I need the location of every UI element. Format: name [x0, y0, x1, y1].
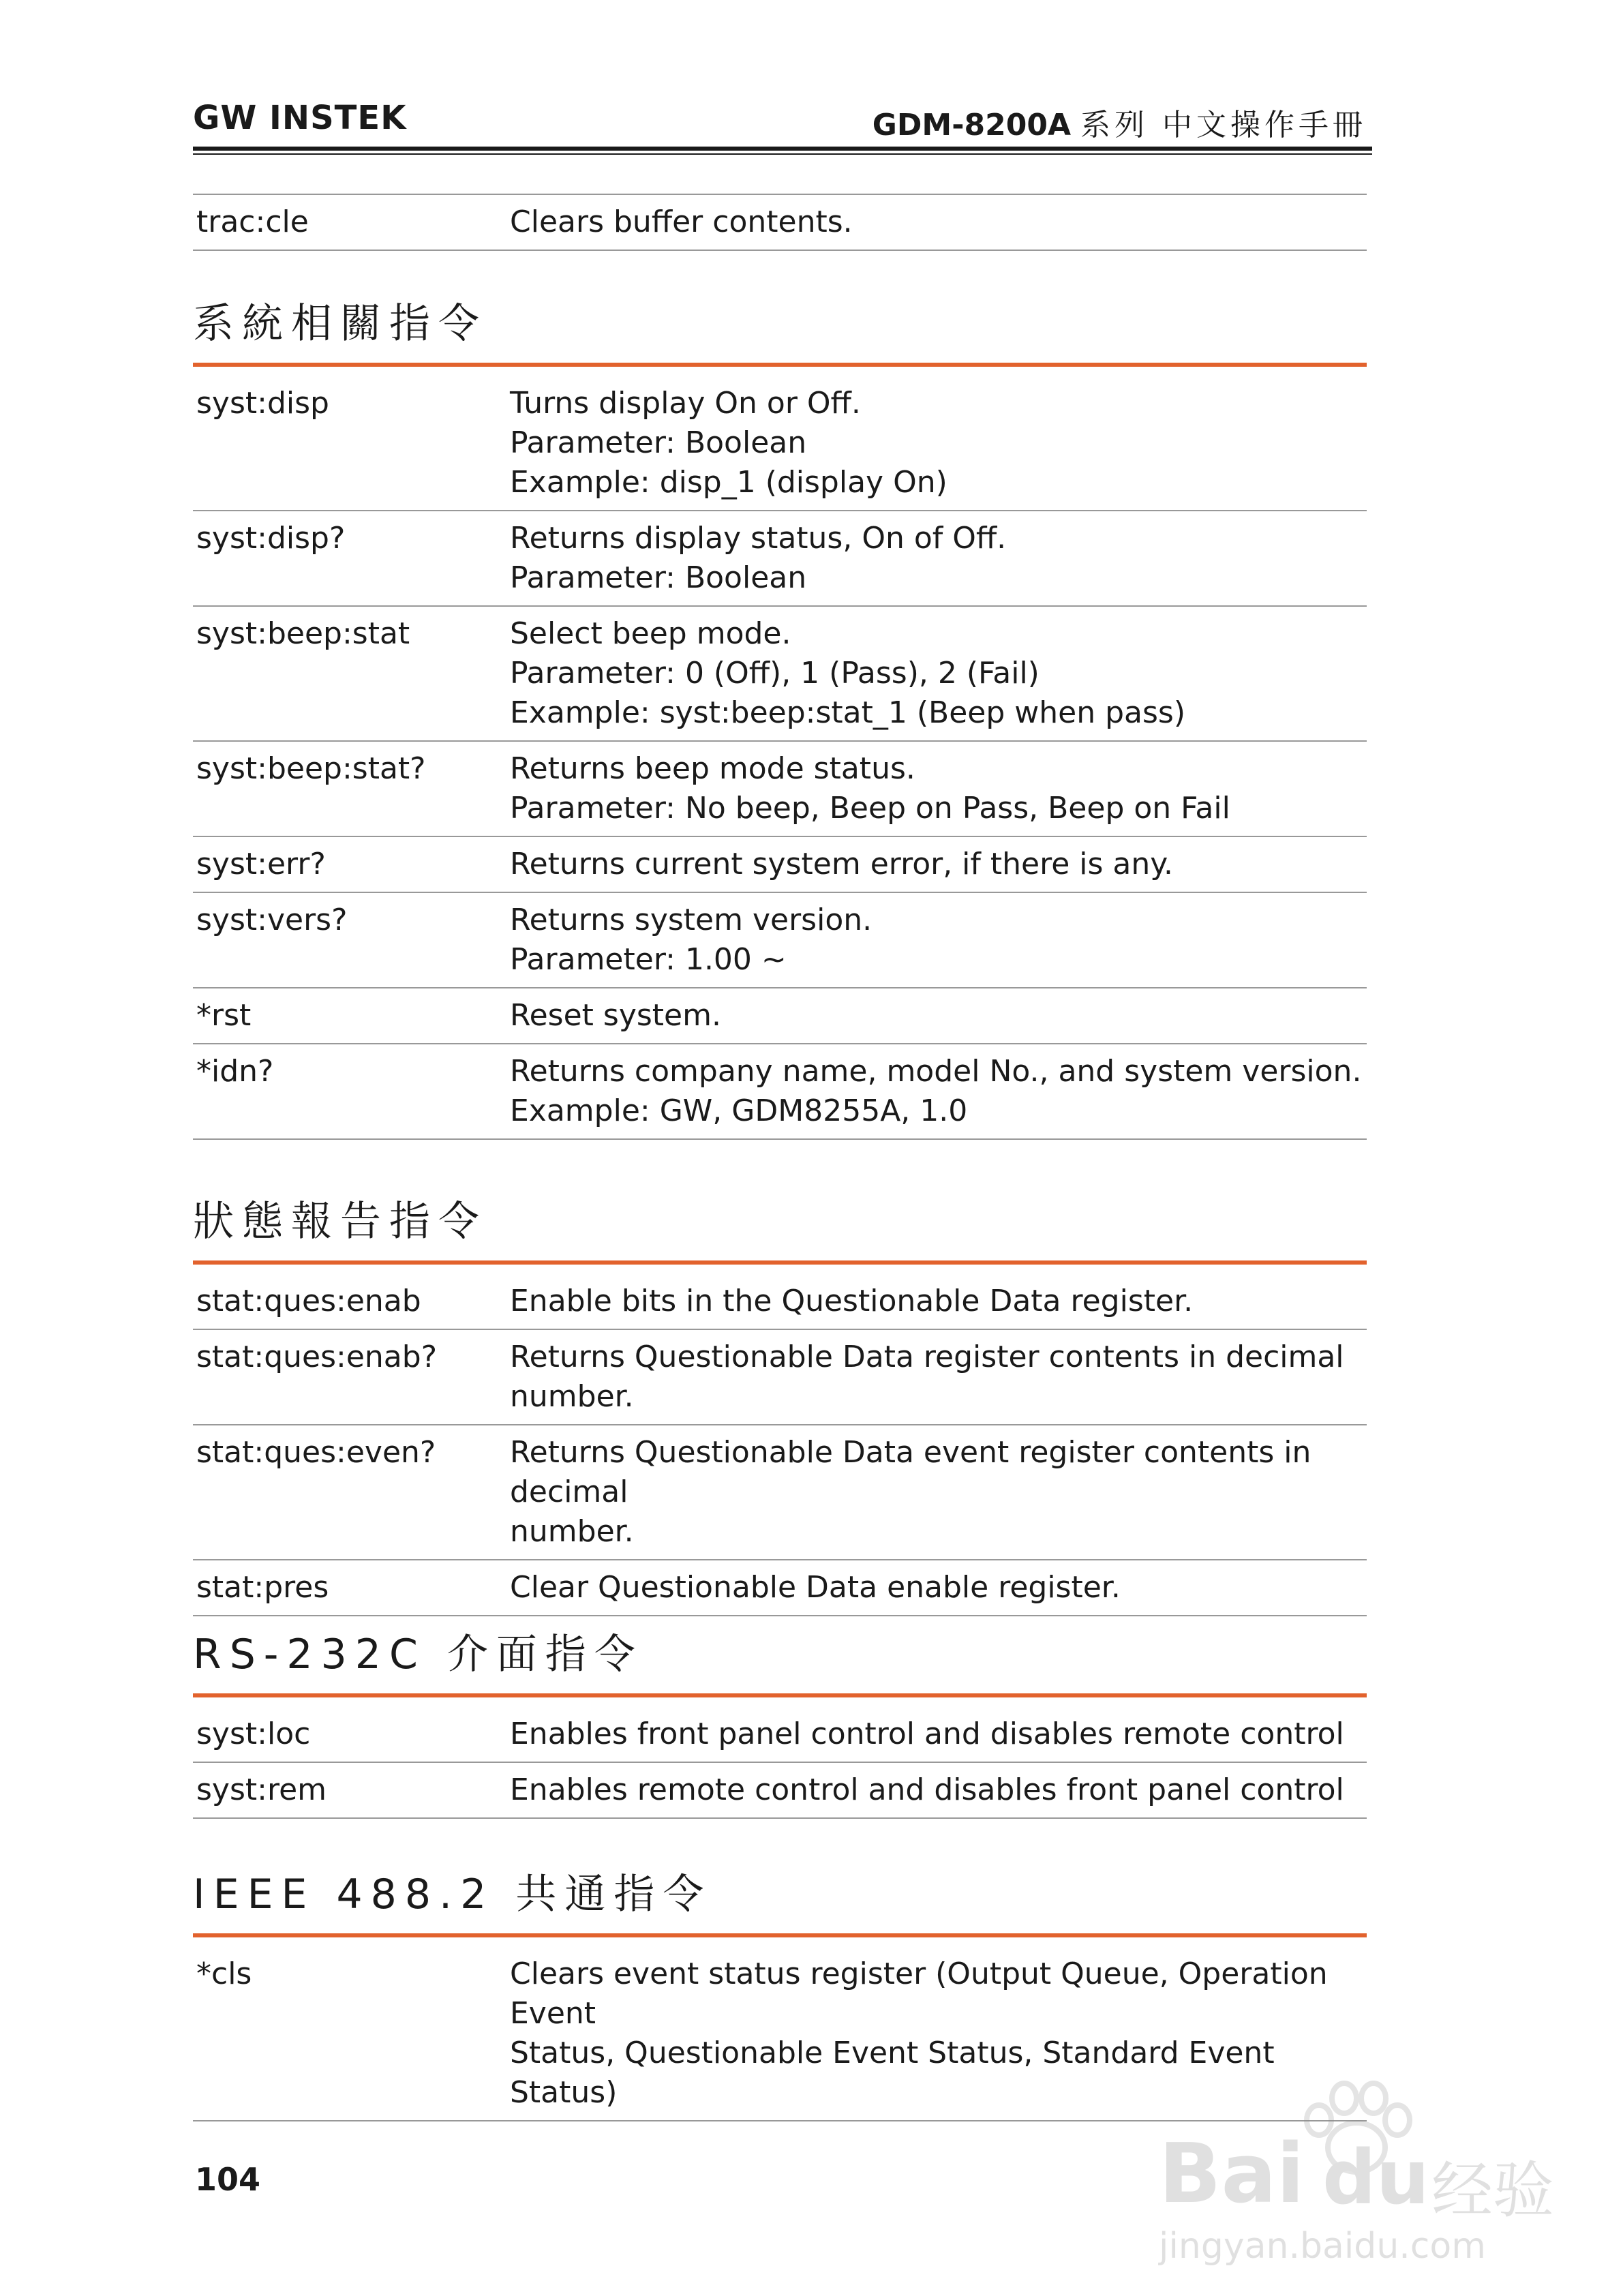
description-line: number.	[510, 1514, 634, 1549]
description-line: Enables front panel control and disables remote control	[510, 1717, 1344, 1751]
command-cell: syst:beep:stat	[193, 606, 506, 741]
description-line: Parameter: No beep, Beep on Pass, Beep on Fail	[510, 791, 1230, 826]
table-row	[193, 606, 1367, 741]
description-line: number.	[510, 1379, 634, 1414]
description-line: Enables remote control and disables front panel control	[510, 1772, 1344, 1807]
description-line: Example: disp_1 (display On)	[510, 465, 947, 500]
description-line: Returns Questionable Data event register contents in decimal	[510, 1435, 1311, 1509]
section-title: RS-232C 介面指令	[193, 1622, 1367, 1697]
section-system-commands	[193, 292, 1367, 1140]
description-line: Returns current system error, if there is any.	[510, 847, 1174, 881]
watermark-text-jingyan: 经验	[1431, 2155, 1554, 2226]
command-cell: *idn?	[193, 1044, 506, 1139]
description-cell	[506, 1560, 1367, 1616]
table-row	[193, 892, 1367, 988]
page-number: 104	[195, 2161, 261, 2198]
description-line: Select beep mode.	[510, 616, 791, 651]
command-cell: syst:beep:stat?	[193, 741, 506, 836]
table-row	[193, 741, 1367, 836]
table-row	[193, 1274, 1367, 1329]
table-row	[193, 1425, 1367, 1560]
command-cell: syst:vers?	[193, 892, 506, 988]
header-model: GDM-8200A	[872, 108, 1071, 142]
table-row	[193, 1044, 1367, 1139]
description-cell	[506, 1274, 1367, 1329]
description-cell	[506, 194, 1367, 250]
command-cell: syst:disp	[193, 376, 506, 511]
section-title: IEEE 488.2 共通指令	[193, 1862, 1367, 1937]
section-status-report-commands	[193, 1190, 1367, 1616]
description-line: Returns Questionable Data register contents in decimal	[510, 1340, 1344, 1374]
description-line: Parameter: 1.00 ~	[510, 942, 787, 977]
description-line: Parameter: 0 (Off), 1 (Pass), 2 (Fail)	[510, 656, 1040, 691]
top-table-block	[193, 194, 1367, 251]
command-cell: stat:pres	[193, 1560, 506, 1616]
description-cell	[506, 1762, 1367, 1818]
table-row	[193, 1762, 1367, 1818]
command-cell: trac:cle	[193, 194, 506, 250]
description-line: Returns system version.	[510, 903, 873, 937]
description-line: Clear Questionable Data enable register.	[510, 1570, 1121, 1605]
baidu-watermark	[1159, 2079, 1568, 2267]
description-line: Enable bits in the Questionable Data register.	[510, 1284, 1194, 1318]
description-cell	[506, 511, 1367, 606]
description-cell	[506, 1425, 1367, 1560]
description-line: Returns beep mode status.	[510, 751, 915, 786]
command-cell: stat:ques:enab	[193, 1274, 506, 1329]
section-rs232c-commands	[193, 1622, 1367, 1819]
table-row	[193, 836, 1367, 892]
description-line: Returns display status, On of Off.	[510, 521, 1007, 556]
table-row	[193, 1329, 1367, 1425]
description-line: Returns company name, model No., and system version.	[510, 1054, 1362, 1089]
table-row	[193, 988, 1367, 1044]
table-row	[193, 376, 1367, 511]
table-row	[193, 511, 1367, 606]
description-cell	[506, 606, 1367, 741]
table-row	[193, 1560, 1367, 1616]
command-table	[193, 1274, 1367, 1616]
section-title: 系統相關指令	[193, 292, 1367, 367]
description-line: Clears event status register (Output Queue, Operation Event	[510, 1957, 1328, 2031]
description-line: Parameter: Boolean	[510, 425, 807, 460]
description-cell	[506, 1329, 1367, 1425]
description-cell	[506, 376, 1367, 511]
table-row	[193, 1707, 1367, 1762]
description-line: Turns display On or Off.	[510, 386, 861, 421]
command-cell: stat:ques:enab?	[193, 1329, 506, 1425]
description-cell	[506, 1707, 1367, 1762]
header-rule-thin	[193, 153, 1372, 155]
header-series: 系列 中文操作手冊	[1080, 108, 1367, 142]
description-line: Example: syst:beep:stat_1 (Beep when pass)	[510, 695, 1185, 730]
command-table	[193, 1707, 1367, 1819]
description-line: Reset system.	[510, 998, 721, 1033]
watermark-text-bai: Bai	[1159, 2127, 1305, 2222]
top-command-table	[193, 194, 1367, 251]
description-cell	[506, 741, 1367, 836]
watermark-url: jingyan.baidu.com	[1159, 2226, 1486, 2267]
table-row	[193, 194, 1367, 250]
description-cell	[506, 892, 1367, 988]
watermark-text-du: du	[1322, 2134, 1430, 2221]
command-cell: stat:ques:even?	[193, 1425, 506, 1560]
description-cell	[506, 988, 1367, 1044]
command-table	[193, 376, 1367, 1140]
description-line: Status, Questionable Event Status, Standard Event Status)	[510, 2036, 1275, 2110]
description-line: Parameter: Boolean	[510, 560, 807, 595]
brand-logo: GW INSTEK	[193, 99, 407, 137]
header-rule-thick	[193, 147, 1372, 151]
command-cell: syst:rem	[193, 1762, 506, 1818]
command-cell: syst:disp?	[193, 511, 506, 606]
description-cell	[506, 1044, 1367, 1139]
header-title	[873, 100, 1367, 144]
section-title: 狀態報告指令	[193, 1190, 1367, 1265]
command-cell: syst:loc	[193, 1707, 506, 1762]
description-line: Clears buffer contents.	[510, 205, 853, 239]
command-cell: syst:err?	[193, 836, 506, 892]
description-line: Example: GW, GDM8255A, 1.0	[510, 1093, 968, 1128]
page-header	[193, 92, 1372, 157]
command-cell: *cls	[193, 1947, 506, 2121]
command-cell: *rst	[193, 988, 506, 1044]
description-cell	[506, 836, 1367, 892]
